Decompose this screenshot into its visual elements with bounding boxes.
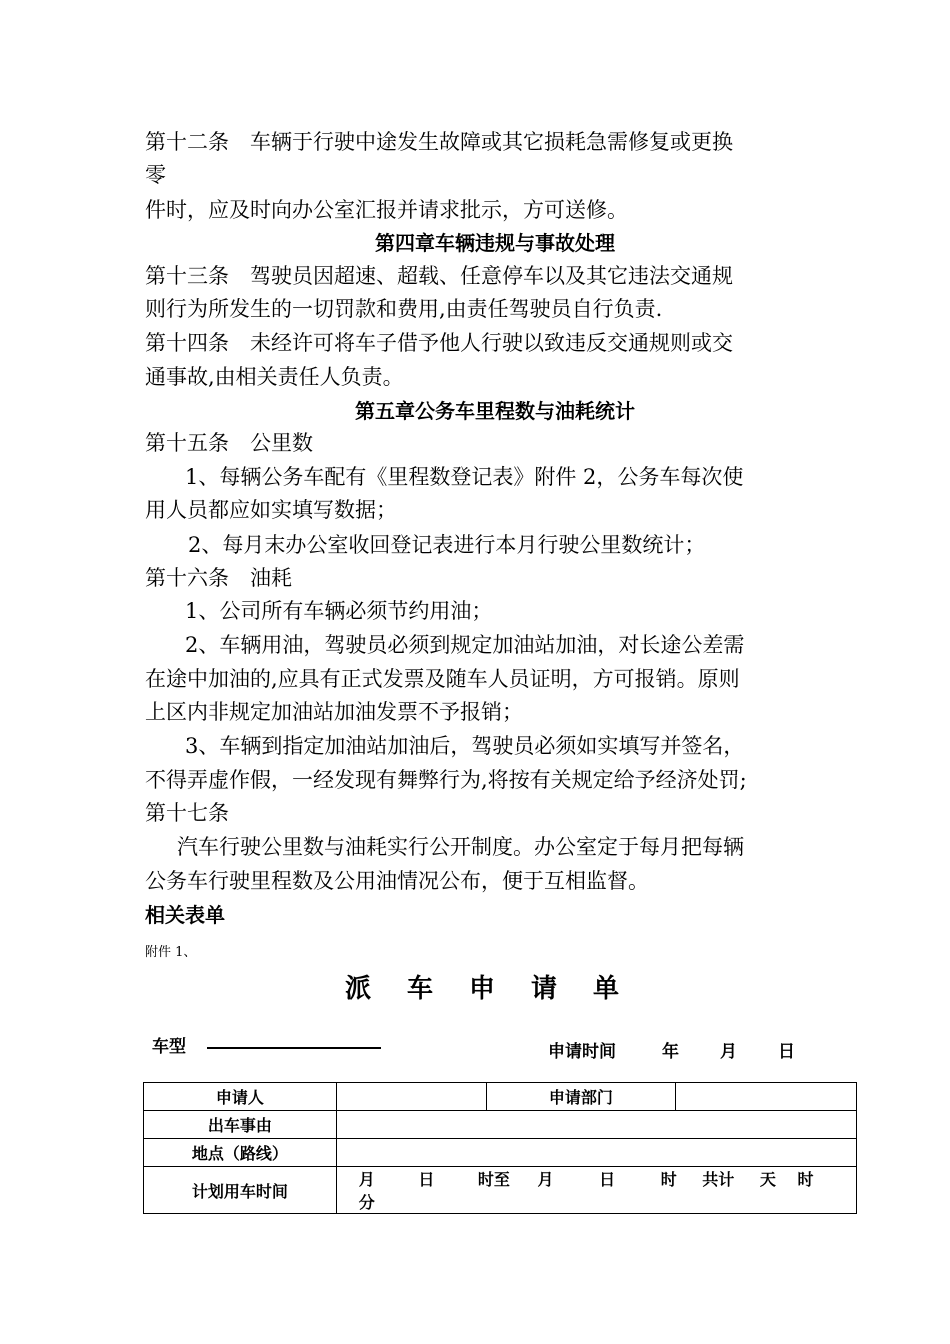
table-row <box>144 1111 857 1139</box>
apply-dept-label: 申请部门 <box>486 1083 676 1111</box>
art13-line2: 则行为所发生的一切罚款和费用,由责任驾驶员自行负责. <box>145 297 663 321</box>
art15-item1-line2: 用人员都应如实填写数据； <box>145 498 397 522</box>
art16-item1: 1、公司所有车辆必须节约用油； <box>185 599 493 623</box>
planned-time-label: 计划用车时间 <box>144 1167 337 1214</box>
vehicle-request-table <box>143 1082 857 1214</box>
applicant-label: 申请人 <box>144 1083 337 1111</box>
art15-item1-line1: 1、每辆公务车配有《里程数登记表》附件 2，公务车每次使 <box>185 465 744 489</box>
art13-line1: 第十三条 驾驶员因超速、超载、任意停车以及其它违法交通规 <box>145 264 733 288</box>
art12-line3: 件时，应及时向办公室汇报并请求批示，方可送修。 <box>145 198 628 222</box>
location-label: 地点（路线） <box>144 1139 337 1167</box>
art16-item2-line1: 2、车辆用油，驾驶员必须到规定加油站加油，对长途公差需 <box>185 633 745 657</box>
year-label: 年 <box>662 1042 679 1062</box>
location-field[interactable] <box>336 1139 856 1167</box>
time-day2: 日 <box>599 1170 616 1189</box>
car-type-label: 车型 <box>152 1037 186 1057</box>
art16-item3-line1: 3、车辆到指定加油站加油后，驾驶员必须如实填写并签名， <box>185 734 745 758</box>
apply-time-label: 申请时间 <box>548 1042 616 1062</box>
art16-item2-line2: 在途中加油的,应具有正式发票及随车人员证明，方可报销。原则 <box>145 667 740 691</box>
art17-line2: 公务车行驶里程数及公用油情况公布，便于互相监督。 <box>145 869 649 893</box>
table-row <box>144 1139 857 1167</box>
time-month2: 月 <box>537 1170 554 1189</box>
art12-line2: 零 <box>145 163 166 187</box>
attachment-label: 附件 1、 <box>145 945 197 960</box>
art14-line2: 通事故,由相关责任人负责。 <box>145 365 404 389</box>
time-hour1: 时至 <box>477 1170 510 1189</box>
art15-title: 第十五条 公里数 <box>145 431 313 455</box>
time-hours: 时 <box>797 1170 814 1189</box>
table-row <box>144 1167 857 1214</box>
applicant-field[interactable] <box>336 1083 486 1111</box>
planned-time-field[interactable] <box>336 1167 856 1214</box>
art12-line1: 第十二条 车辆于行驶中途发生故障或其它损耗急需修复或更换 <box>145 130 733 154</box>
art16-item2-line3: 上区内非规定加油站加油发票不予报销； <box>145 700 523 724</box>
car-type-underline <box>207 1047 381 1049</box>
time-minutes: 分 <box>358 1193 375 1212</box>
form-title: 派车申请单 <box>344 974 655 1004</box>
art16-title: 第十六条 油耗 <box>145 566 292 590</box>
art15-item2: 2、每月末办公室收回登记表进行本月行驶公里数统计； <box>188 533 706 557</box>
art17-title: 第十七条 <box>145 801 229 825</box>
chapter5-heading: 第五章公务车里程数与油耗统计 <box>355 399 635 423</box>
reason-field[interactable] <box>336 1111 856 1139</box>
art14-line1: 第十四条 未经许可将车子借予他人行驶以致违反交通规则或交 <box>145 331 733 355</box>
apply-dept-field[interactable] <box>676 1083 857 1111</box>
month-label: 月 <box>720 1042 737 1062</box>
time-month1: 月 <box>358 1170 375 1189</box>
art17-line1: 汽车行驶公里数与油耗实行公开制度。办公室定于每月把每辆 <box>177 835 744 859</box>
reason-label: 出车事由 <box>144 1111 337 1139</box>
time-total: 共计 <box>702 1170 735 1189</box>
art16-item3-line2: 不得弄虚作假，一经发现有舞弊行为,将按有关规定给予经济处罚; <box>145 768 747 792</box>
table-row <box>144 1083 857 1111</box>
related-forms-heading: 相关表单 <box>145 903 225 927</box>
time-hour2: 时 <box>660 1170 677 1189</box>
time-days: 天 <box>759 1170 776 1189</box>
chapter4-heading: 第四章车辆违规与事故处理 <box>375 231 615 255</box>
time-day1: 日 <box>418 1170 435 1189</box>
day-label: 日 <box>778 1042 795 1062</box>
